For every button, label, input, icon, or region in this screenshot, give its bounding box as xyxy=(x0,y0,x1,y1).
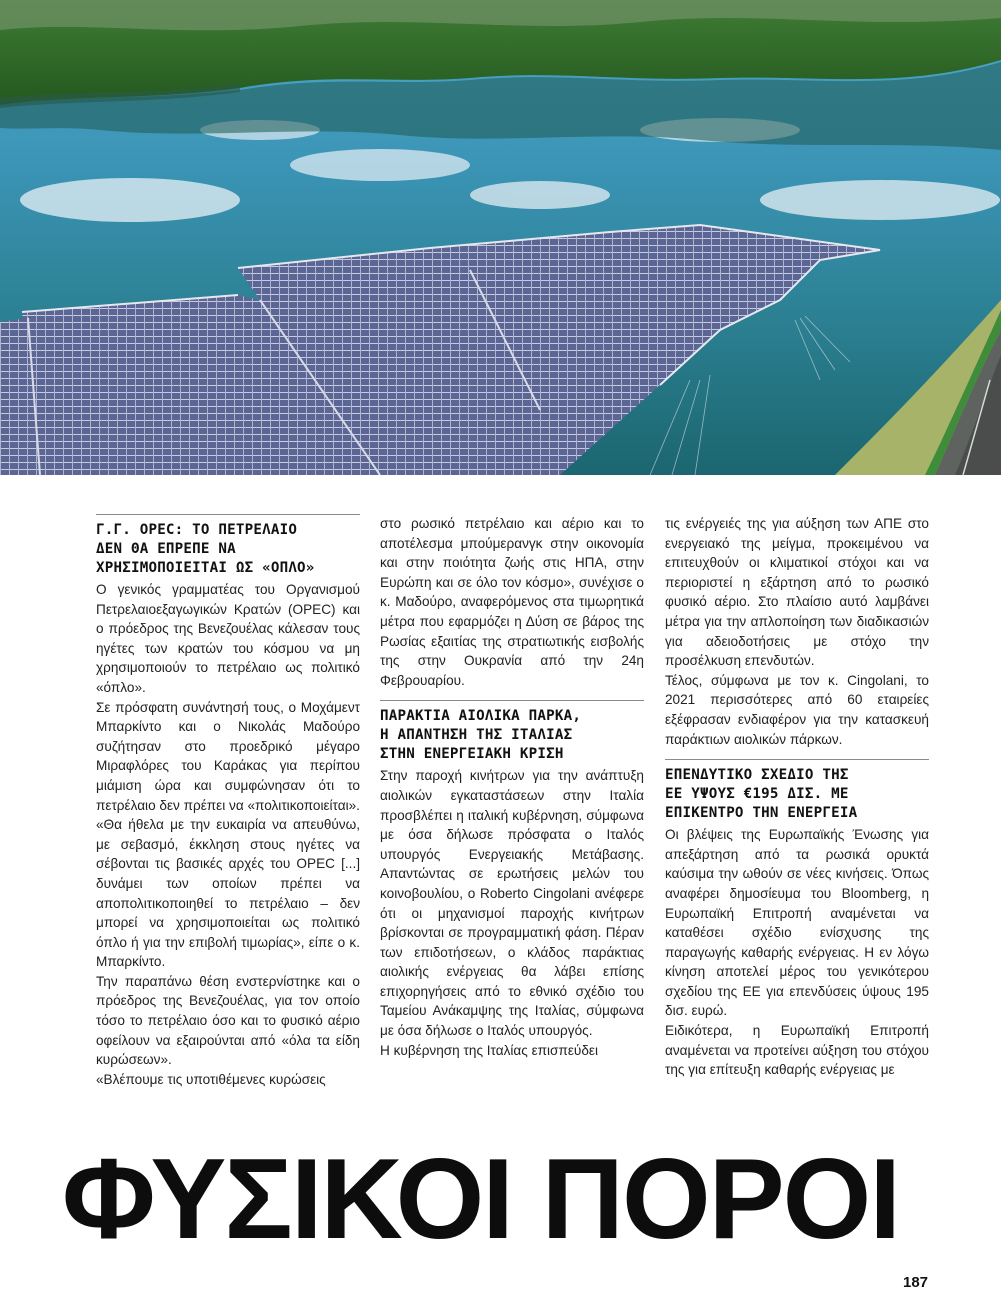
eu-investment-heading: ΕΠΕΝΔΥΤΙΚΟ ΣΧΕΔΙΟ ΤΗΣ ΕΕ ΥΨΟΥΣ €195 ΔΙΣ. ΜΕ ΕΠΙΚΕΝΤΡΟ ΤΗΝ ΕΝΕΡΓΕΙΑ xyxy=(665,767,858,822)
paragraph: «Βλέπουμε τις υποτιθέμενες κυρώσεις xyxy=(96,1071,326,1087)
paragraph: Η κυβέρνηση της Ιταλίας επισπεύδει xyxy=(380,1042,598,1058)
hero-photo xyxy=(0,0,1001,475)
italy-wind-heading: ΠΑΡΑΚΤΙΑ ΑΙΟΛΙΚΑ ΠΑΡΚΑ, Η ΑΠΑΝΤΗΣΗ ΤΗΣ ΙΤΑΛΙΑΣ ΣΤΗΝ ΕΝΕΡΓΕΙΑΚΗ ΚΡΙΣΗ xyxy=(380,708,582,763)
article-column-1 xyxy=(96,514,360,1089)
paragraph: τις ενέργειές της για αύξηση των ΑΠΕ στο ενεργειακό της μείγμα, προκειμένου να επιτευχθούν οι κλιματικοί στόχοι και να περιοριστεί η εξάρτηση από το ρωσικό φυσικό αέριο. Στο πλαίσιο αυτό λαμβάνει μέτρα για την απλοποίηση των διαδικασιών για αδειοδοτήσεις με στόχο την προσέλκυση επενδυτών. xyxy=(665,516,929,669)
paragraph: Ειδικότερα, η Ευρωπαϊκή Επιτροπή αναμένεται να προτείνει αύξηση του στόχου της για επίτευξη καθαρής ενέργειας με xyxy=(665,1023,929,1078)
paragraph: Σε πρόσφατη συνάντησή τους, ο Μοχάμεντ Μπαρκίντο και ο Νικολάς Μαδούρο συζήτησαν στο προεδρικό μέγαρο Μιραφλόρες του Καράκας για περίπου μιάμιση ώρα και συμφώνησαν ότι το πετρέλαιο δεν πρέπει να «πολιτικοποιείται». xyxy=(96,699,360,813)
page-number: 187 xyxy=(903,1274,929,1291)
paragraph: στο ρωσικό πετρέλαιο και αέριο και το αποτέλεσμα μπούμερανγκ στην οικονομία και στην ποιότητα ζωής στις ΗΠΑ, στην Ευρώπη και σε όλο τον κόσμο», συνέχισε ο κ. Μαδούρο, αναφερόμενος στα τιμωρητικά μέτρα που εφαρμόζει η Δύση σε βάρος της Ρωσίας εξαιτίας της στρατιωτικής εισβολής της στην Ουκρανία από την 24η Φεβρουαρίου. xyxy=(380,516,644,688)
column-rule xyxy=(96,514,360,515)
paragraph: Ο γενικός γραμματέας του Οργανισμού Πετρελαιοεξαγωγικών Κρατών (OPEC) και ο πρόεδρος της Βενεζουέλας κάλεσαν τους ηγέτες των κρατών του κόσμου να μη χρησιμοποιούν το πετρέλαιο ως πολιτικό «όπλο». xyxy=(96,582,360,695)
paragraph: Τέλος, σύμφωνα με τον κ. Cingolani, το 2021 περισσότερες από 60 εταιρείες εξέφρασαν ενδιαφέρον για την κατασκευή παράκτιων αιολικών πάρκων. xyxy=(665,672,929,747)
article-column-2 xyxy=(380,514,644,1060)
paragraph: «Θα ήθελα με την ευκαιρία να απευθύνω, με σεβασμό, έκκληση στους ηγέτες να σέβονται τις βασικές αρχές του OPEC [...] δυνάμει των οποίων πρέπει να αποπολιτικοποιηθεί το πετρέλαιο – δεν μπορεί να χρησιμοποιείται ως πολιτικό όπλο ή για την επιβολή τιμωρίας», είπε ο κ. Μπαρκίντο. xyxy=(96,817,360,970)
column-rule xyxy=(380,700,644,701)
paragraph: Οι βλέψεις της Ευρωπαϊκής Ένωσης για απεξάρτηση από τα ρωσικά ορυκτά καύσιμα την ωθούν σε νέες κινήσεις. Όπως αναφέρει δημοσίευμα του Bloomberg, η Ευρωπαϊκή Επιτροπή αναμένεται να καταθέσει σχέδιο ενίσχυσης της παραγωγής καθαρής ενέργειας. Η εν λόγω κίνηση αποτελεί μέρος του γενικότερου σχεδίου της ΕΕ για επενδύσεις ύψους 195 δισ. ευρώ. xyxy=(665,827,929,1019)
floating-solar-illustration xyxy=(0,0,1001,475)
paragraph: Στην παροχή κινήτρων για την ανάπτυξη αιολικών εγκαταστάσεων στην Ιταλία προσβλέπει η ιταλική κυβέρνηση, σύμφωνα με όσα δήλωσε πρόσφατα ο Ιταλός υπουργός Ενεργειακής Μετάβασης. Απαντώντας σε ερωτήσεις μελών του κοινοβουλίου, ο Roberto Cingolani ανέφερε ότι οι μηχανισμοί παροχής κινήτρων βρίσκονται σε προγραμματική φάση. Πέραν των επιδοτήσεων, ο κλάδος παράκτιας αιολικής ενέργειας θα λάβει επίσης επιχορηγήσεις από το εθνικό σχέδιο του Ταμείου Ανάκαμψης της Ιταλίας, σύμφωνα με όσα δήλωσε ο Ιταλός υπουργός. xyxy=(380,768,644,1039)
opec-heading: Γ.Γ. OPEC: ΤΟ ΠΕΤΡΕΛΑΙΟ ΔΕΝ ΘΑ ΕΠΡΕΠΕ ΝΑ ΧΡΗΣΙΜΟΠΟΙΕΙΤΑΙ ΩΣ «ΟΠΛΟ» xyxy=(96,522,315,576)
article-column-3 xyxy=(665,514,929,1080)
section-title: ΦΥΣΙΚΟΙ ΠΟΡΟΙ xyxy=(62,1136,900,1263)
column-rule xyxy=(665,759,929,760)
paragraph: Την παραπάνω θέση ενστερνίστηκε και ο πρόεδρος της Βενεζουέλας, για τον οποίο τόσο το πετρέλαιο όσο και το φυσικό αέριο οφείλουν να εξαιρούνται από «όλα τα είδη κυρώσεων». xyxy=(96,973,360,1068)
